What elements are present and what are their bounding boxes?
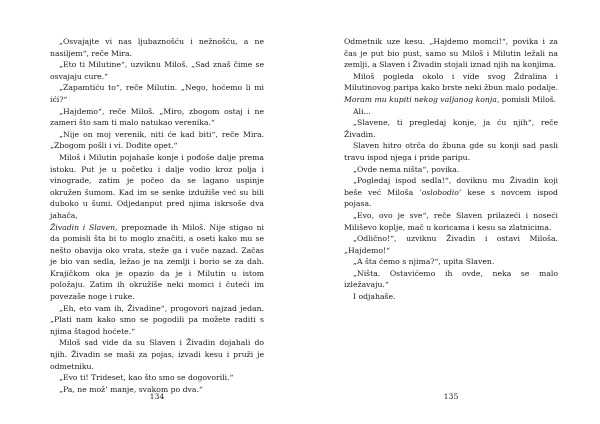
left-page-text [50,36,264,395]
paragraph: „Eto ti Milutine“, uzviknu Miloš. „Sad znaš čime se osvajaju cure.“ [50,60,264,81]
paragraph: „Osvajajte vi nas ljubaznošću i nežnošću, a ne nasiljem“, reče Mira. [50,37,264,58]
italic-phrase: ’oslobodio’ [419,187,462,197]
paragraph [344,71,558,106]
page-number-right: 135 [443,392,459,401]
paragraph [344,175,558,210]
paragraph: „Zapamtiću to“, reče Milutin. „Nego, hoćemo li mi ići?“ [50,83,264,104]
paragraph: „Odlično!“, uzviknu Živadin i ostavi Miloša. „Hajdemo!“ [344,234,558,255]
paragraph: „Ništa. Ostavićemo ih ovde, neka se malo izležavaju.“ [344,268,558,290]
paragraph: „Nije on moj verenik, niti će kad biti“, reče Mira. „Zbogom pošli i vi. Dođite opet.“ [50,129,264,151]
paragraph-text: kese s novcem ispod pojasa. [344,187,558,209]
paragraph: „A šta ćemo s njima?“, upita Slaven. [353,257,495,267]
paragraph: „Eh, eto vam ih, Živadine“, progovori najzad jedan. „Plati nam kako smo se pogodili pa možete raditi s njima štagod hoćete.“ [50,303,264,336]
paragraph-text: , prepoznade ih Miloš. Nije stigao ni da pomisli šta bi to moglo značiti, a oseti kako mu se nešto obavija oko vrata, steže ga i vuče nazad. Začas je bio van sedla, ležao je na zemlji i borio se za dah. Krajičkom oka je opazio da je i Milutin u istom položaju. Zatim ih okružiše neki momci i čuteći im povezaše noge i ruke. [50,222,264,302]
paragraph: I odjahaše. [353,292,396,302]
paragraph-text: , pomisli Miloš. [496,94,557,104]
paragraph [50,222,264,303]
paragraph: „Hajdemo“, reče Miloš. „Miro, zbogom ostaj i ne zameri što sam ti malo natukao verenika.“ [50,106,264,128]
paragraph: „Evo, ovo je sve“, reče Slaven prilazeći i noseći Miliševo koplje, mač u koricama i kesu sa zlatnicima. [344,210,558,232]
paragraph: Miloš sad vide da su Slaven i Živadin dojahali do njih. Živadin se maši za pojas, izvadi kesu i pruži je odmetniku. [50,338,264,371]
paragraph-text: „Pogledaj ispod sedla!“, doviknu mu Živadin koji beše već Miloša [344,176,558,197]
right-page-text [344,36,558,303]
italic-phrase: Moram mu kupiti nekog valjanog konja [344,94,497,104]
paragraph: Slaven hitro otrča do žbuna gde su konji sad pasli travu ispod njega i pride paripu. [344,141,558,162]
paragraph: Odmetnik uze kesu. „Hajdemo momci!“, povika i za čas je put bio pust, samo su Miloš i Milutin ležali na zemlji, a Slaven i Živadin stojali iznad njih na konjima. [344,37,558,70]
paragraph: „Ovde nema ništa“, povika. [353,164,460,174]
paragraph-text: Miloš pogleda okolo i vide svog Ždralina i Milutinovog paripa kako brste neki žbun malo podalje. [344,71,558,93]
paragraph: „Evo ti! Trideset, kao što smo se dogovorili.“ [59,373,234,383]
paragraph: Ali... [353,106,371,116]
italic-phrase: Živadin i Slaven [50,222,116,232]
paragraph: „Pa, ne mož’ manje, svakom po dva.“ [59,384,203,394]
page-number-left: 134 [149,392,165,401]
paragraph: „Slavene, ti pregledaj konje, ja ću njih“, reče Živadin. [344,118,558,139]
paragraph: Miloš i Milutin pojahaše konje i pođoše dalje prema istoku. Put je u početku i dalje vodio kroz polja i vinograde, zatim je počeo da se lagano uspinje okružen šumom. Kad im se senke izdužiše već su bili duboko u šumi. Odjedanput pred njima iskrsoše dva jahača, [50,152,264,220]
